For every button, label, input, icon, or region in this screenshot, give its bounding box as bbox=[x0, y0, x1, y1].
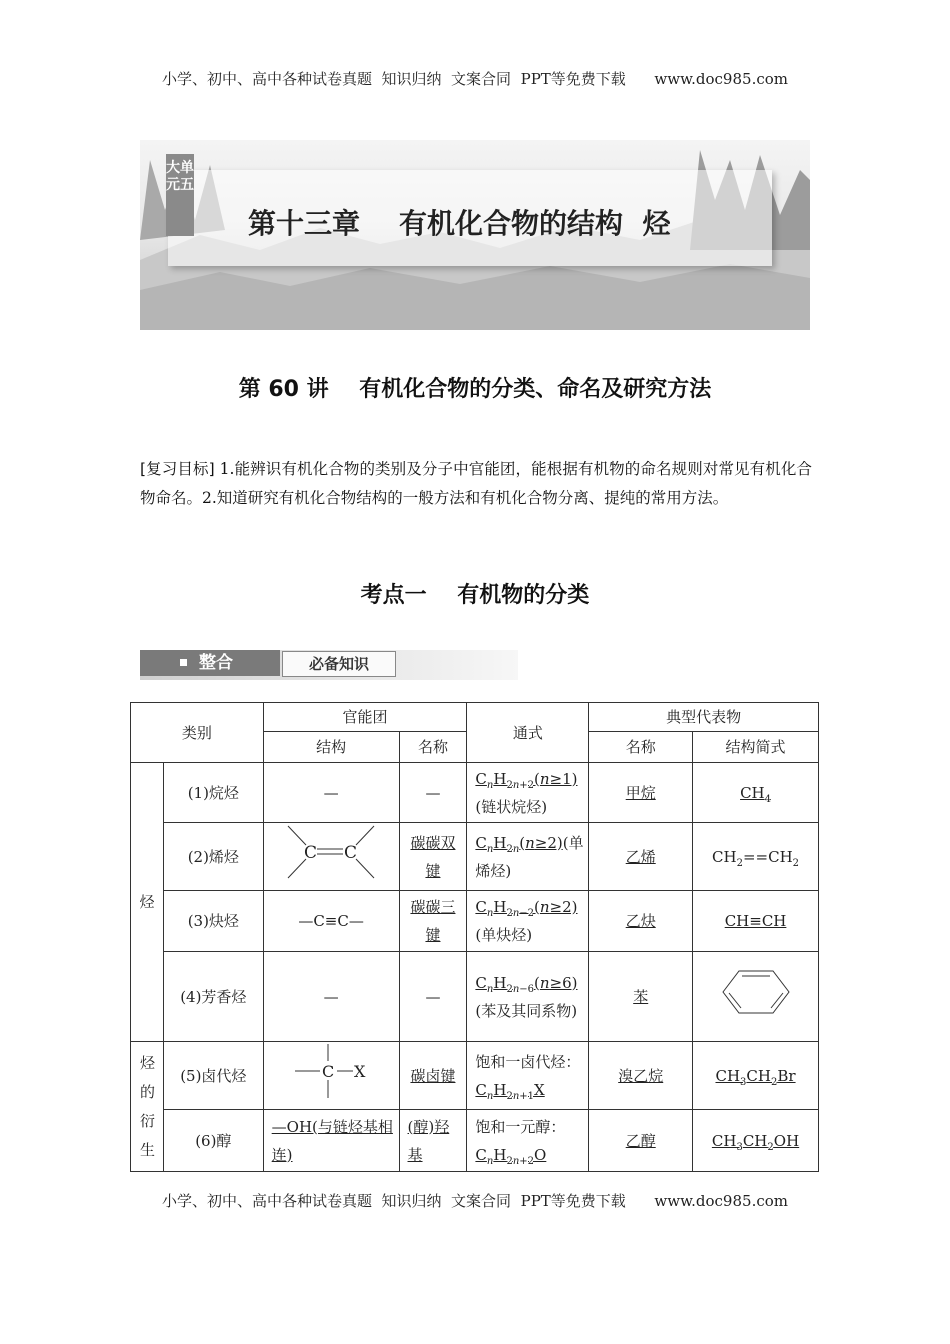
formula-cell: 饱和一卤代烃：$C_nH_{2n+1}X$ bbox=[467, 1042, 589, 1110]
svg-text:X: X bbox=[354, 1062, 366, 1081]
category-cell: (4)芳香烃 bbox=[163, 952, 263, 1042]
tab-knowledge: 必备知识 bbox=[282, 651, 396, 677]
header-category: 类别 bbox=[131, 703, 264, 763]
structure-cell: — bbox=[263, 763, 399, 823]
page-footer: 小学、初中、高中各种试卷真题 知识归纳 文案合同 PPT等免费下载 www.doc985.com bbox=[161, 1192, 788, 1210]
typical-structure-cell: $CH_3CH_2OH$ bbox=[693, 1110, 819, 1172]
group-name-cell: — bbox=[399, 952, 467, 1042]
header-typical-structure: 结构简式 bbox=[693, 732, 819, 763]
benzene-ring-icon bbox=[721, 967, 791, 1017]
review-goals bbox=[140, 455, 812, 513]
formula-cell: $C_nH_{2n-6}(n\ge 6)$ (苯及其同系物) bbox=[467, 952, 589, 1042]
group-hydrocarbon: 烃 bbox=[131, 763, 164, 1042]
structure-cell bbox=[263, 823, 399, 891]
category-cell: (5)卤代烃 bbox=[163, 1042, 263, 1110]
lesson-title: 第 60 讲 有机化合物的分类、命名及研究方法 bbox=[238, 377, 712, 402]
typical-structure-cell: $CH_3CH_2Br$ bbox=[693, 1042, 819, 1110]
group-name-cell: 碳碳三键 bbox=[399, 891, 467, 952]
group-name-cell: 碳卤键 bbox=[399, 1042, 467, 1110]
chapter-banner bbox=[140, 140, 810, 330]
table-row bbox=[131, 891, 819, 952]
group-name-cell: (醇)羟基 bbox=[399, 1110, 467, 1172]
header-formula: 通式 bbox=[467, 703, 589, 763]
goals-text: 1.能辨识有机化合物的类别及分子中官能团，能根据有机物的命名规则对常见有机化合物命名。2.知道研究有机化合物结构的一般方法和有机化合物分离、提纯的常用方法。 bbox=[140, 460, 812, 507]
typical-name-cell: 乙醇 bbox=[589, 1110, 693, 1172]
typical-name-cell: 乙烯 bbox=[589, 823, 693, 891]
square-bullet-icon bbox=[180, 659, 187, 666]
structure-cell: — bbox=[263, 952, 399, 1042]
table-row bbox=[131, 823, 819, 891]
category-cell: (2)烯烃 bbox=[163, 823, 263, 891]
header-name: 名称 bbox=[399, 732, 467, 763]
carbon-halogen-structure bbox=[293, 1042, 369, 1100]
header-typical-name: 名称 bbox=[589, 732, 693, 763]
table-row bbox=[131, 1110, 819, 1172]
page-header: 小学、初中、高中各种试卷真题 知识归纳 文案合同 PPT等免费下载 www.doc985.com bbox=[161, 70, 788, 88]
unit-label: 大单元五 bbox=[166, 154, 194, 236]
section-tab-bar bbox=[140, 650, 518, 680]
formula-cell: 饱和一元醇：$C_nH_{2n+2}O$ bbox=[467, 1110, 589, 1172]
goals-tag: [复习目标] bbox=[140, 460, 215, 478]
category-cell: (6)醇 bbox=[163, 1110, 263, 1172]
classification-table bbox=[130, 702, 819, 1172]
category-cell: (1)烷烃 bbox=[163, 763, 263, 823]
table-row bbox=[131, 952, 819, 1042]
group-name-cell: 碳碳双键 bbox=[399, 823, 467, 891]
structure-cell: —OH(与链烃基相连) bbox=[263, 1110, 399, 1172]
double-bond-structure bbox=[286, 823, 376, 881]
structure-cell: —C≡C— bbox=[263, 891, 399, 952]
category-cell: (3)炔烃 bbox=[163, 891, 263, 952]
table-row bbox=[131, 763, 819, 823]
group-name-cell: — bbox=[399, 763, 467, 823]
typical-name-cell: 乙炔 bbox=[589, 891, 693, 952]
typical-name-cell: 溴乙烷 bbox=[589, 1042, 693, 1110]
svg-text:C: C bbox=[304, 843, 318, 863]
chapter-title: 第十三章 有机化合物的结构 烃 bbox=[248, 207, 671, 240]
group-derivative: 烃的衍生 bbox=[131, 1042, 164, 1172]
formula-cell: $C_nH_{2n}(n\ge 2)$(单烯烃) bbox=[467, 823, 589, 891]
table-row bbox=[131, 1042, 819, 1110]
section-title: 考点一 有机物的分类 bbox=[360, 583, 590, 608]
header-structure: 结构 bbox=[263, 732, 399, 763]
typical-name-cell: 苯 bbox=[589, 952, 693, 1042]
header-typical: 典型代表物 bbox=[589, 703, 819, 732]
formula-cell: $C_nH_{2n-2}(n\ge 2)$ (单炔烃) bbox=[467, 891, 589, 952]
tab-integration: 整合 bbox=[140, 650, 280, 676]
typical-structure-cell: $CH_4$ bbox=[693, 763, 819, 823]
svg-text:C: C bbox=[322, 1062, 335, 1081]
svg-text:C: C bbox=[344, 843, 358, 863]
structure-cell bbox=[263, 1042, 399, 1110]
formula-cell: $C_nH_{2n+2}(n\ge 1)$ (链状烷烃) bbox=[467, 763, 589, 823]
typical-structure-cell: $CH_2==CH_2$ bbox=[693, 823, 819, 891]
typical-structure-cell bbox=[693, 952, 819, 1042]
typical-name-cell: 甲烷 bbox=[589, 763, 693, 823]
header-functional-group: 官能团 bbox=[263, 703, 467, 732]
typical-structure-cell: CH≡CH bbox=[693, 891, 819, 952]
